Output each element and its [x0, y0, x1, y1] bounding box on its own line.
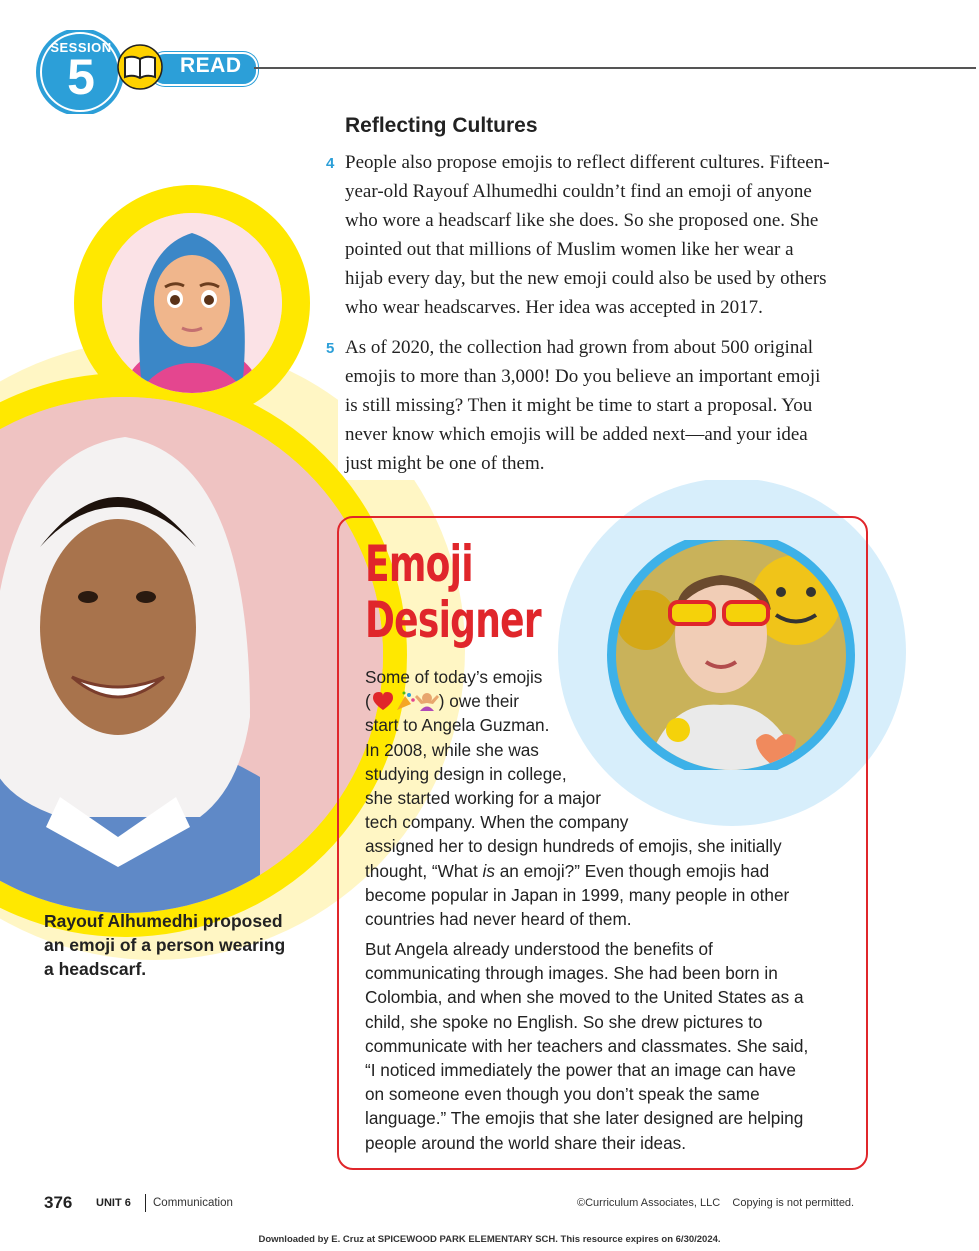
read-label: READ	[180, 54, 242, 77]
text-line: language.” The emojis that she later designed are helping	[365, 1108, 804, 1129]
text-line: child, she spoke no English. So she drew pictures to	[365, 1011, 763, 1032]
text-line: Colombia, and when she moved to the United States as a	[365, 987, 804, 1008]
copyright-notice: ©Curriculum Associates, LLC Copying is not permitted.	[577, 1197, 855, 1209]
text-line: Some of today’s emojis	[365, 667, 543, 687]
hijab-emoji-image	[102, 213, 282, 393]
text-line: But Angela already understood the benefits of	[365, 939, 713, 959]
rayouf-portrait-photo	[0, 397, 385, 913]
sidebar-title-line: Designer	[365, 591, 541, 649]
open-book-icon	[116, 44, 164, 90]
text-line: pointed out that millions of Muslim women like her wear a	[345, 239, 794, 260]
text-line: communicating through images. She had been born in	[365, 963, 778, 984]
sidebar-title	[365, 536, 541, 648]
text-line: never know which emojis will be added next—and your idea	[345, 424, 808, 445]
text-line: thought, “What is an emoji?” Even though emojis had	[365, 860, 770, 881]
text-line: People also propose emojis to reflect different cultures. Fifteen-	[345, 152, 830, 173]
sidebar-paragraph-2	[365, 937, 835, 1155]
paragraph-number: 4	[326, 155, 335, 172]
text-line: is still missing? Then it might be time to start a proposal. You	[345, 395, 813, 416]
text-line: on someone even though you don’t speak the same	[365, 1084, 760, 1105]
text-line: As of 2020, the collection had grown from about 500 original	[345, 337, 814, 358]
unit-name: Communication	[153, 1197, 233, 1209]
text-line: hijab every day, but the new emoji could also be used by others	[345, 268, 827, 289]
text-line: emojis to more than 3,000! Do you believe an important emoji	[345, 366, 821, 387]
text-line: tech company. When the company	[365, 812, 629, 833]
text-line: who wear headscarves. Her idea was accepted in 2017.	[345, 297, 763, 318]
sidebar-paragraph-1	[365, 665, 835, 931]
photo-caption	[44, 909, 314, 981]
text-line: “I noticed immediately the power that an image can have	[365, 1060, 796, 1081]
text-line: In 2008, while she was	[365, 739, 539, 760]
party-popper-emoji-icon	[397, 692, 415, 711]
emoji-group	[371, 691, 439, 711]
paragraph-4	[326, 148, 885, 322]
emoji-line: ( ) owe their	[365, 691, 519, 712]
heart-emoji-icon	[373, 692, 393, 710]
caption-line: a headscarf.	[44, 959, 147, 979]
unit-label: UNIT 6	[96, 1197, 131, 1209]
text-line: assigned her to design hundreds of emojis, she initially	[365, 836, 782, 857]
paragraph-5	[326, 333, 885, 478]
paragraph-number: 5	[326, 340, 335, 357]
text-line: studying design in college,	[365, 763, 567, 784]
text-line: communicate with her teachers and classmates. She said,	[365, 1035, 809, 1056]
text-line: year-old Rayouf Alhumedhi couldn’t find an emoji of anyone	[345, 181, 812, 202]
session-label: SESSION	[50, 40, 112, 55]
person-shrugging-emoji-icon	[415, 693, 439, 711]
footer-divider	[145, 1194, 146, 1212]
caption-line: Rayouf Alhumedhi proposed	[44, 911, 283, 931]
text-line: start to Angela Guzman.	[365, 715, 550, 736]
text-line: just might be one of them.	[345, 453, 545, 474]
text-line: become popular in Japan in 1999, many people in other	[365, 884, 790, 905]
header-rule	[254, 67, 976, 69]
download-notice: Downloaded by E. Cruz at SPICEWOOD PARK ELEMENTARY SCH. This resource expires on 6/30/2024.	[258, 1234, 721, 1245]
sidebar-title-line: Emoji	[365, 535, 473, 593]
caption-line: an emoji of a person wearing	[44, 935, 286, 955]
text-line: people around the world share their ideas.	[365, 1132, 687, 1153]
text-line: countries had never heard of them.	[365, 909, 632, 930]
session-number: 5	[67, 49, 95, 105]
text-line: she started working for a major	[365, 788, 601, 809]
page-number: 376	[44, 1193, 73, 1212]
section-title: Reflecting Cultures	[345, 114, 538, 137]
text-line: who wore a headscarf like she does. So she proposed one. She	[345, 210, 819, 231]
